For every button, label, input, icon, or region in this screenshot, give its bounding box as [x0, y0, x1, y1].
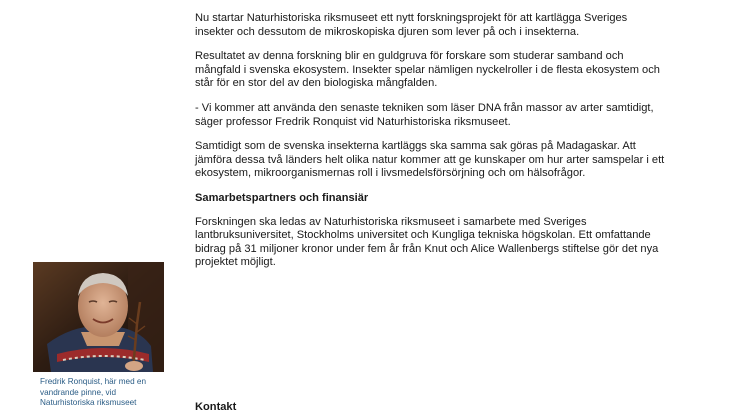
portrait-photo [33, 262, 164, 372]
results-paragraph: Resultatet av denna forskning blir en guldgruva för forskare som studerar samband och mångfald i svenska ekosystem. Insekter spelar nämligen nyckelroller i de flesta ekosystem och står för en stor del av den biologiska mångfalden. [195, 50, 660, 90]
quote-paragraph: - Vi kommer att använda den senaste tekniken som läser DNA från massor av arter samtidigt, säger professor Fredrik Ronquist vid Naturhistoriska riksmuseet. [195, 101, 654, 128]
madagascar-paragraph: Samtidigt som de svenska insekterna kartläggs ska samma sak göras på Madagaskar. Att jämföra dessa två länders helt olika natur kommer att ge kunskaper om hur arter samspelar i ett ekosystem, mikroorganismernas roll i livsmedelsförsörjning och om hälsofrågor. [195, 140, 665, 180]
partners-heading: Samarbetspartners och finansiär [195, 191, 369, 204]
intro-paragraph: Nu startar Naturhistoriska riksmuseet ett nytt forskningsprojekt för att kartlägga Sveriges insekter och dessutom de mikroskopiska djuren som lever på och i insekterna. [195, 12, 628, 38]
article-body [195, 12, 665, 281]
contact-heading: Kontakt [195, 401, 237, 413]
partners-paragraph: Forskningen ska ledas av Naturhistoriska riksmuseet i samarbete med Sveriges lantbruksuniversitet, Stockholms universitet och Kungliga tekniska högskolan. Ett omfattande bidrag på 31 miljoner kronor under fem år från Knut och Alice Wallenbergs stiftelse gör det nya projektet möjligt. [195, 215, 659, 269]
photo-caption: Fredrik Ronquist, här med en vandrande pinne, vid Naturhistoriska riksmuseet [40, 377, 147, 408]
